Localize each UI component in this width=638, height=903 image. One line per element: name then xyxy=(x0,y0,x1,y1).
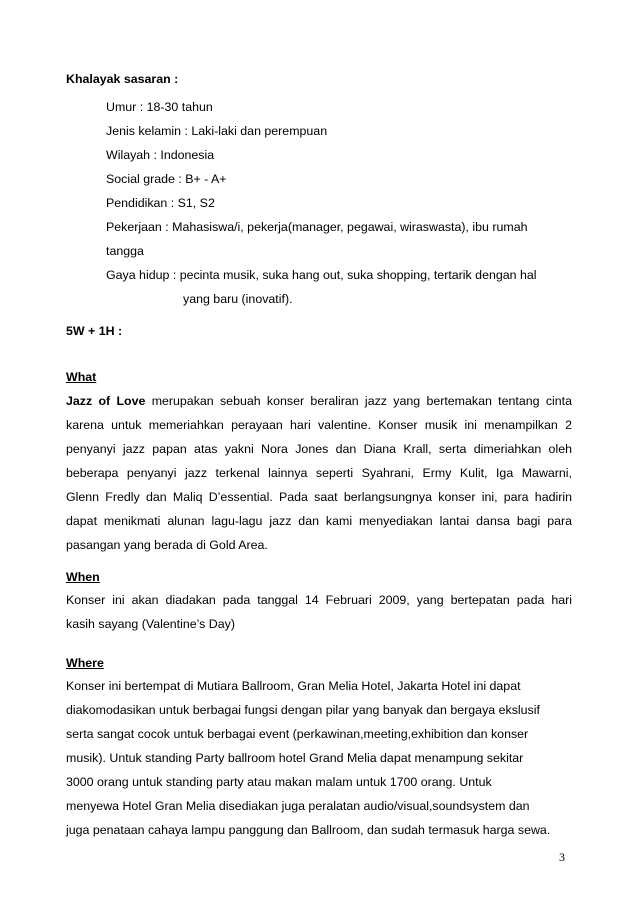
where-heading: Where xyxy=(66,656,104,670)
when-paragraph-line-last: kasih sayang (Valentine’s Day) xyxy=(66,617,235,631)
what-paragraph-line: Jazz of Love merupakan sebuah konser beraliran jazz yang bertemakan tentang cinta xyxy=(66,394,572,408)
audience-age: Umur : 18-30 tahun xyxy=(106,100,213,114)
what-paragraph-line: beberapa penyanyi jazz terkenal lainnya seperti Syahrani, Ermy Kulit, Iga Mawarni, xyxy=(66,466,572,480)
what-paragraph-line: Glenn Fredly dan Maliq D’essential. Pada saat berlangsungnya konser ini, para hadirin xyxy=(66,490,572,504)
page-number: 3 xyxy=(559,850,565,864)
what-lead-bold: Jazz of Love xyxy=(66,394,146,408)
what-heading: What xyxy=(66,370,97,384)
audience-lifestyle: Gaya hidup : pecinta musik, suka hang out, suka shopping, tertarik dengan hal xyxy=(106,268,537,282)
where-paragraph-line: juga penataan cahaya lampu panggung dan Ballroom, dan sudah termasuk harga sewa. xyxy=(66,823,551,837)
audience-region: Wilayah : Indonesia xyxy=(106,148,215,162)
audience-lifestyle-cont: yang baru (inovatif). xyxy=(183,292,293,306)
audience-occupation: Pekerjaan : Mahasiswa/i, pekerja(manager, pegawai, wiraswasta), ibu rumah xyxy=(106,220,528,234)
what-paragraph-line: dapat menikmati alunan lagu-lagu jazz dan kami menyediakan lantai dansa bagi para xyxy=(66,514,572,528)
audience-social-grade: Social grade : B+ - A+ xyxy=(106,172,227,186)
audience-occupation-cont: tangga xyxy=(106,244,144,258)
when-paragraph-line: Konser ini akan diadakan pada tanggal 14 Februari 2009, yang bertepatan pada hari xyxy=(66,593,572,607)
where-paragraph-line: Konser ini bertempat di Mutiara Ballroom, Gran Melia Hotel, Jakarta Hotel ini dapat xyxy=(66,679,521,693)
audience-heading: Khalayak sasaran : xyxy=(66,72,179,86)
where-paragraph-line: serta sangat cocok untuk berbagai event (perkawinan,meeting,exhibition dan konser xyxy=(66,727,529,741)
where-paragraph-line: menyewa Hotel Gran Melia disediakan juga peralatan audio/visual,soundsystem dan xyxy=(66,799,530,813)
where-paragraph-line: 3000 orang untuk standing party atau makan malam untuk 1700 orang. Untuk xyxy=(66,775,492,789)
audience-education: Pendidikan : S1, S2 xyxy=(106,196,215,210)
what-paragraph-line: karena untuk memeriahkan perayaan hari valentine. Konser musik ini menampilkan 2 xyxy=(66,418,572,432)
what-paragraph-line: penyanyi jazz papan atas yakni Nora Jones dan Diana Krall, serta dimeriahkan oleh xyxy=(66,442,572,456)
where-paragraph-line: musik). Untuk standing Party ballroom hotel Grand Melia dapat menampung sekitar xyxy=(66,751,524,765)
section-5w1h-heading: 5W + 1H : xyxy=(66,324,123,338)
when-heading: When xyxy=(66,570,100,584)
what-paragraph-line-last: pasangan yang berada di Gold Area. xyxy=(66,538,268,552)
where-paragraph-line: diakomodasikan untuk berbagai fungsi dengan pilar yang banyak dan bergaya ekslusif xyxy=(66,703,540,717)
audience-gender: Jenis kelamin : Laki-laki dan perempuan xyxy=(106,124,328,138)
